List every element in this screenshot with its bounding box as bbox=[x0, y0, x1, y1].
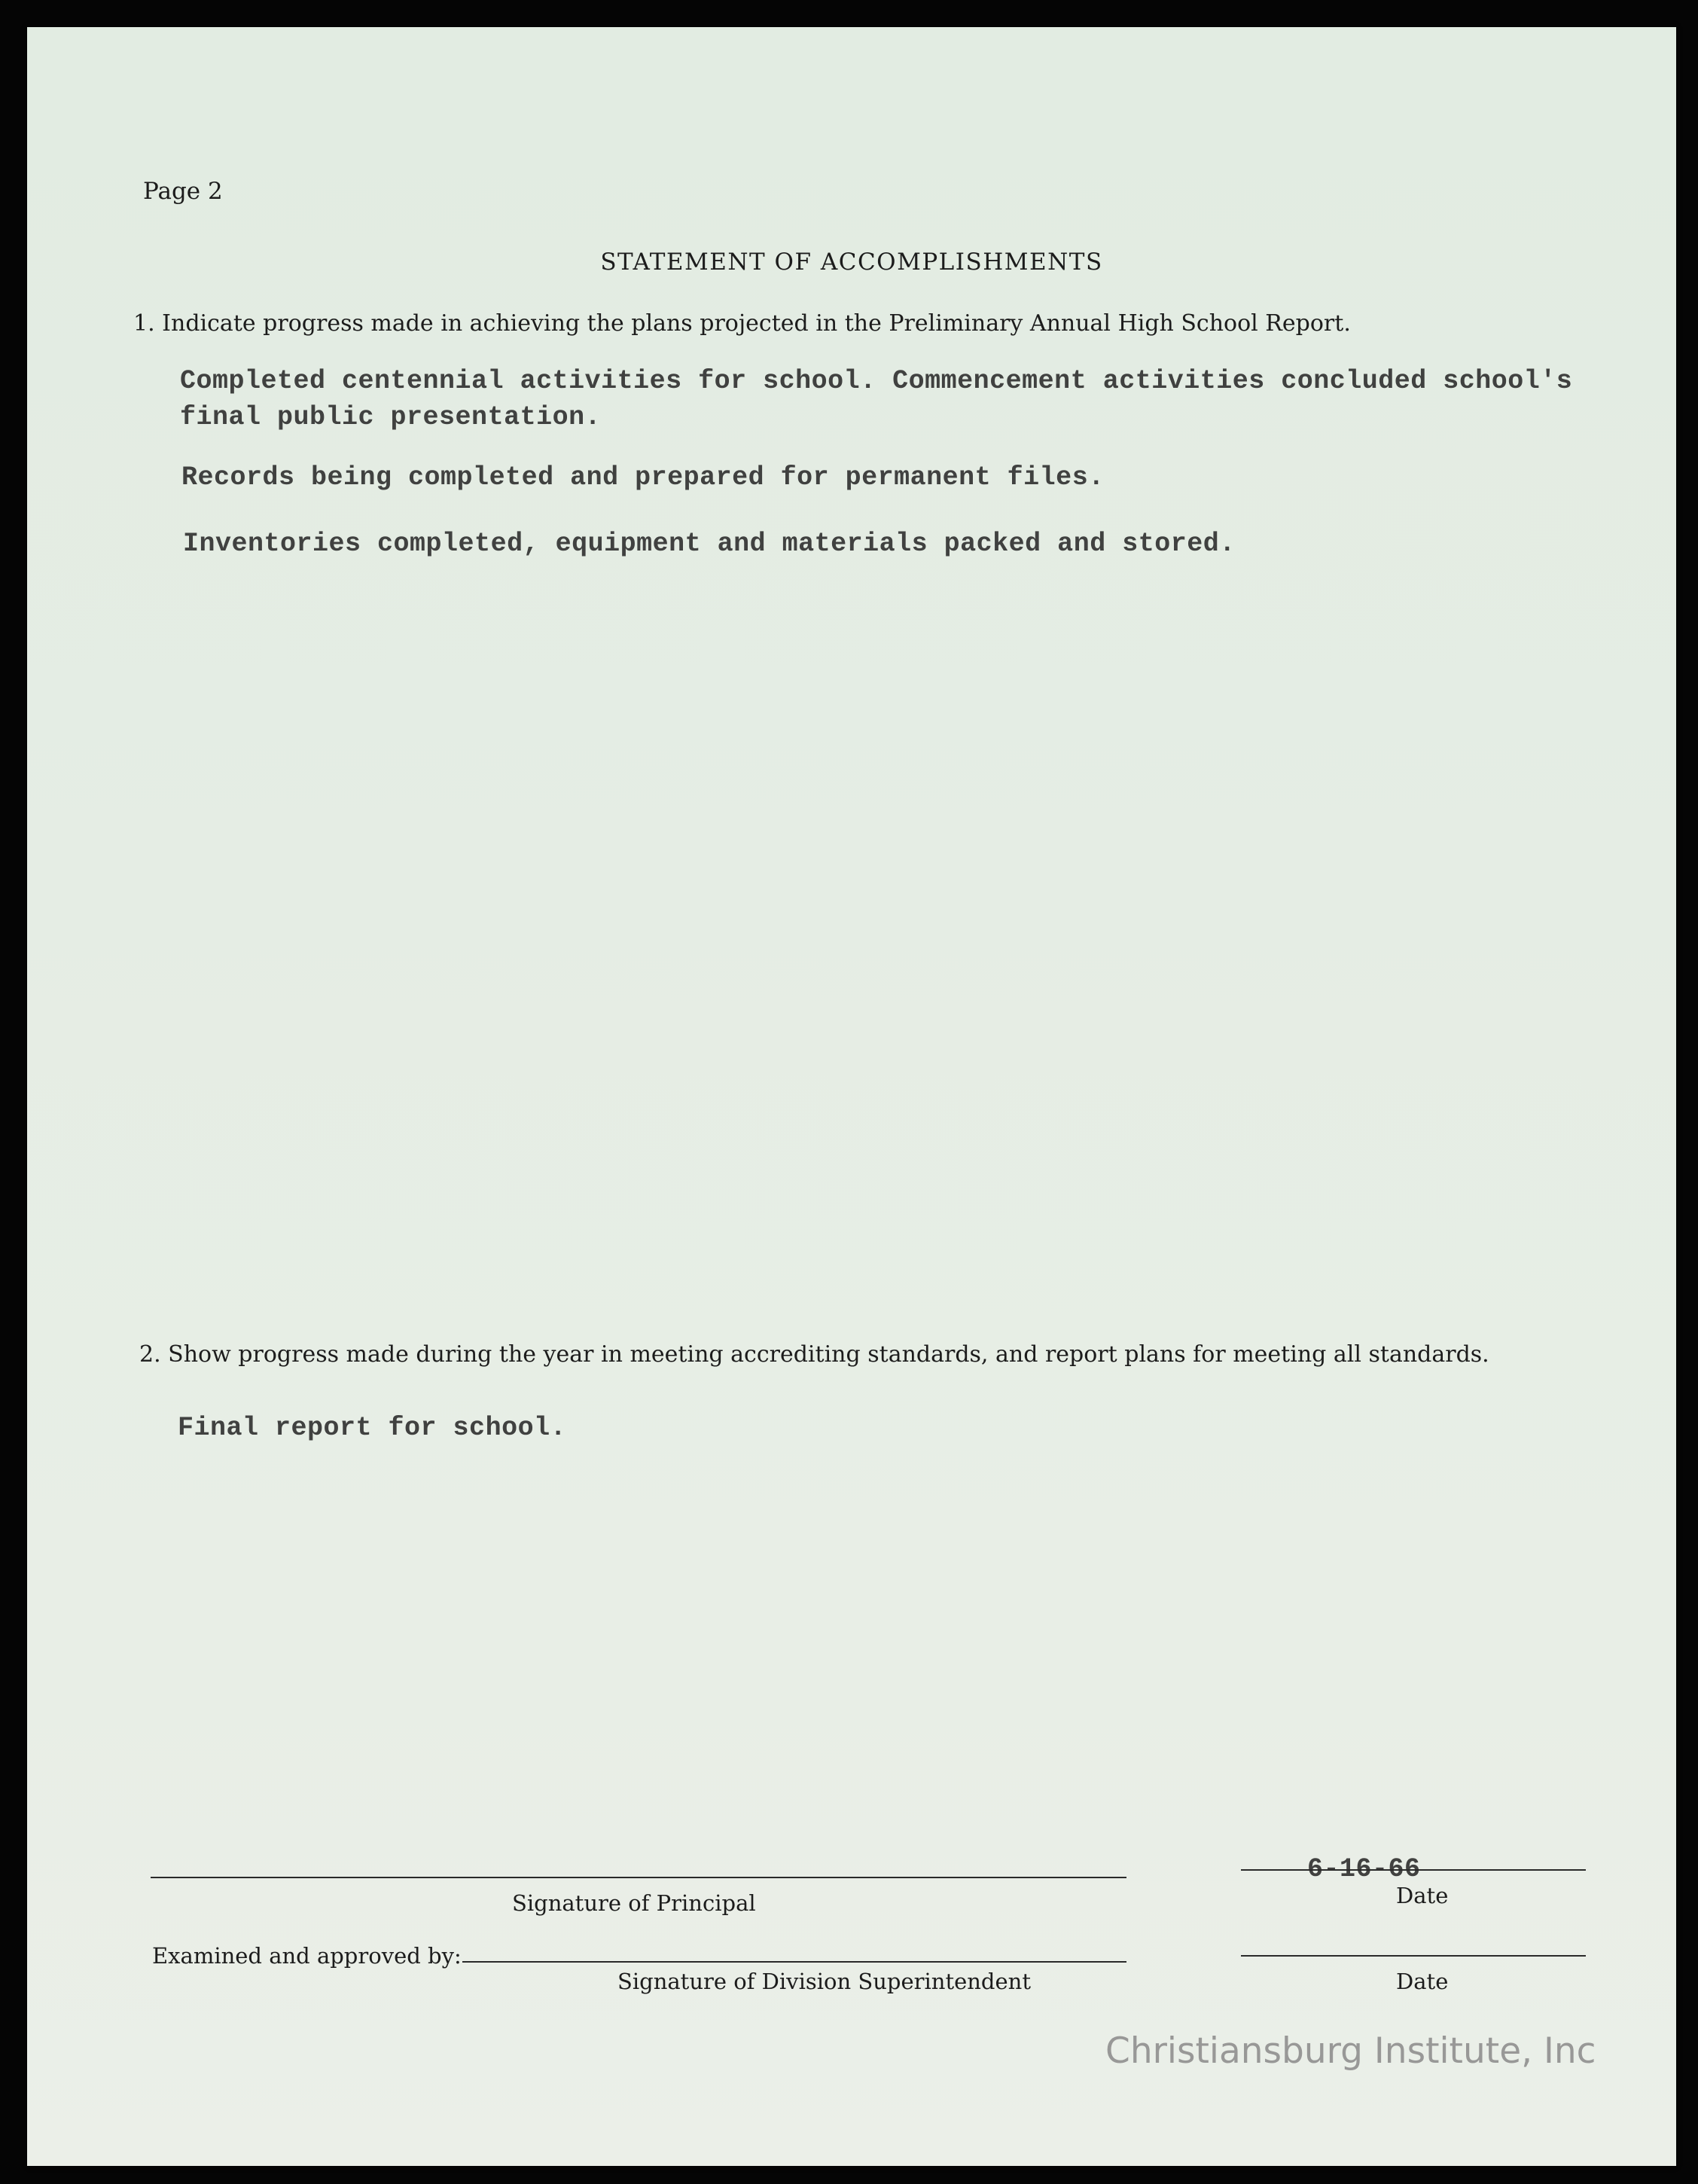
answer-2: Final report for school. bbox=[178, 1413, 567, 1443]
document-page bbox=[27, 27, 1676, 2166]
watermark: Christiansburg Institute, Inc bbox=[1105, 2030, 1596, 2072]
date-value: 6-16-66 bbox=[1307, 1854, 1421, 1884]
page-title: STATEMENT OF ACCOMPLISHMENTS bbox=[600, 249, 1103, 276]
answer-1-line-2: final public presentation. bbox=[180, 402, 602, 432]
date-line-1 bbox=[1241, 1869, 1586, 1871]
examined-label: Examined and approved by: bbox=[152, 1943, 462, 1969]
question-1: 1. Indicate progress made in achieving the plans projected in the Preliminary Annual High School Report. bbox=[133, 310, 1351, 337]
answer-1-line-1: Completed centennial activities for school. Commencement activities concluded school's bbox=[180, 366, 1573, 396]
date-label-1: Date bbox=[1396, 1883, 1449, 1908]
page-number: Page 2 bbox=[143, 178, 223, 205]
superintendent-signature-line bbox=[462, 1961, 1126, 1963]
question-2: 2. Show progress made during the year in meeting accrediting standards, and report plans for meeting all standards. bbox=[139, 1341, 1489, 1368]
date-label-2: Date bbox=[1396, 1969, 1449, 1994]
answer-1-line-4: Inventories completed, equipment and materials packed and stored. bbox=[183, 529, 1236, 559]
principal-signature-line bbox=[151, 1877, 1126, 1878]
answer-1-line-3: Records being completed and prepared for permanent files. bbox=[181, 462, 1105, 493]
principal-signature-label: Signature of Principal bbox=[512, 1890, 756, 1916]
date-line-2 bbox=[1241, 1955, 1586, 1957]
superintendent-signature-label: Signature of Division Superintendent bbox=[617, 1969, 1031, 1994]
